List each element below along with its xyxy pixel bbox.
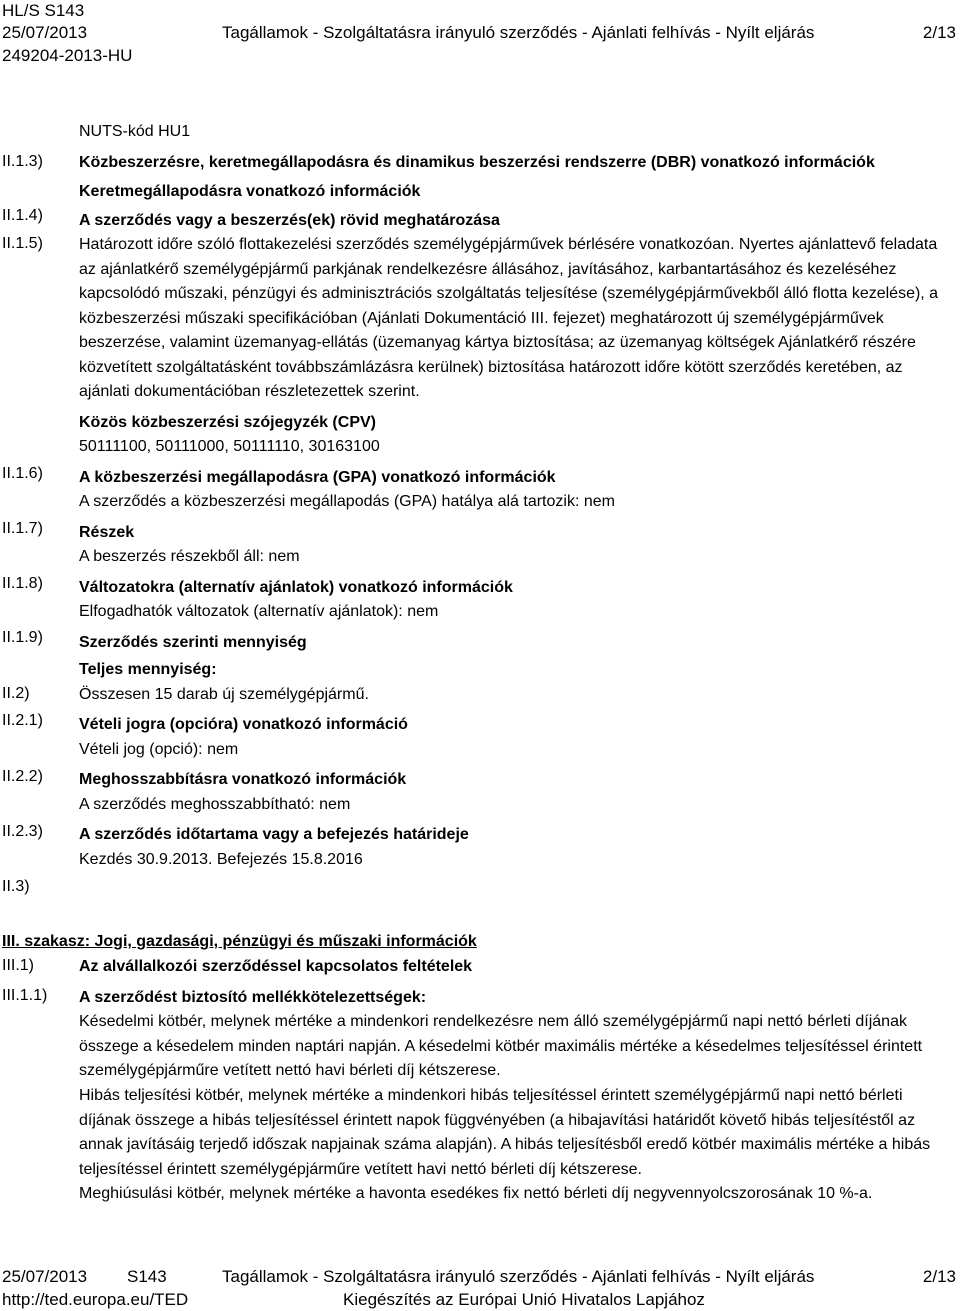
label-II-1-8: II.1.8) xyxy=(2,575,43,592)
options-text: Vételi jog (opció): nem xyxy=(79,740,239,758)
section-III-heading: III. szakasz: Jogi, gazdasági, pénzügyi és műszaki információk xyxy=(2,933,477,950)
footer-date: 25/07/2013 xyxy=(2,1267,88,1286)
short-description-title: A szerződés vagy a beszerzés(ek) rövid meghatározása xyxy=(79,211,500,229)
section-II-content xyxy=(79,120,954,872)
short-description-text: Határozott időre szóló flottakezelési szerződés személygépjárművek bérlésére vonatkozóan. Nyertes ajánlattevő feladata az ajánlatkérő személygépjármű parkjának rendelkezésre állásához, javításához, karbantartásához és kezeléséhez kapcsolódó műszaki, pénzügyi és adminisztrációs szolgáltatás teljesítése (személygépjárművekből álló flotta kezelése), a közbeszerzési műszaki specifikációban (Ajánlati Dokumentáció III. fejezet) meghatározott új személygépjárművek beszerzése, valamint üzemanyag-ellátás (üzemanyag kártya biztosítása; az üzemanyag költségek Ajánlatkérő részére közvetített szolgáltatásként továbbszámlázásra kerülnek) biztosítása határozott időre kötött szerződés keretében, az ajánlati dokumentációban részletezettek szerint. xyxy=(79,236,939,400)
renewal-title: Meghosszabbításra vonatkozó információk xyxy=(79,771,407,788)
nuts-code: NUTS-kód HU1 xyxy=(79,123,191,140)
label-II-2-3: II.2.3) xyxy=(2,823,43,840)
footer-page-number: 2/13 xyxy=(922,1267,956,1286)
gpa-text: A szerződés a közbeszerzési megállapodás (GPA) hatálya alá tartozik: nem xyxy=(79,493,615,510)
lots-title: Részek xyxy=(79,523,135,541)
label-III-1: III.1) xyxy=(2,957,35,974)
total-quantity-text: Összesen 15 darab új személygépjármű. xyxy=(79,685,369,703)
total-quantity-title: Teljes mennyiség: xyxy=(79,661,217,678)
quantity-title: Szerződés szerinti mennyiség xyxy=(79,633,307,651)
header-title: Tagállamok - Szolgáltatásra irányuló szerződés - Ajánlati felhívás - Nyílt eljárás xyxy=(222,23,815,42)
label-II-2-2: II.2.2) xyxy=(2,768,43,785)
framework-title: Keretmegállapodásra vonatkozó információk xyxy=(79,183,421,200)
renewal-text: A szerződés meghosszabbítható: nem xyxy=(79,795,351,813)
label-II-2-1: II.2.1) xyxy=(2,712,43,729)
label-II-1-9: II.1.9) xyxy=(2,629,43,646)
subcontract-title: Az alvállalkozói szerződéssel kapcsolatos feltételek xyxy=(79,958,473,975)
guarantee-paragraph-failure: Meghiúsulási kötbér, melynek mértéke a havonta esedékes fix nettó bérleti díj negyvennyolcszorosának 10 %-a. xyxy=(79,1185,873,1203)
label-III-1-1: III.1.1) xyxy=(2,987,48,1004)
section-III-content xyxy=(79,955,949,1207)
cpv-title: Közös közbeszerzési szójegyzék (CPV) xyxy=(79,413,376,431)
header-date: 25/07/2013 xyxy=(2,23,88,42)
label-II-1-3: II.1.3) xyxy=(2,153,43,170)
variants-text: Elfogadhatók változatok (alternatív ajánlatok): nem xyxy=(79,603,439,620)
guarantee-paragraph-delay: Késedelmi kötbér, melynek mértéke a mindenkori rendelkezésre nem álló személygépjármű napi nettó bérleti díjának összege a késedelem minden naptári napján. A késedelmi kötbér maximális mértéke a késedelmes teljesítéssel érintett személygépjárműre vetített nettó havi bérleti díj kétszerese. xyxy=(79,1013,923,1080)
footer-title: Tagállamok - Szolgáltatásra irányuló szerződés - Ajánlati felhívás - Nyílt eljárás xyxy=(222,1267,815,1286)
label-II-1-6: II.1.6) xyxy=(2,465,43,482)
label-II-2: II.2) xyxy=(2,685,30,702)
duration-title: A szerződés időtartama vagy a befejezés határideje xyxy=(79,826,469,843)
variants-title: Változatokra (alternatív ajánlatok) vonatkozó információk xyxy=(79,578,513,596)
lots-text: A beszerzés részekből áll: nem xyxy=(79,548,300,565)
label-II-3: II.3) xyxy=(2,878,30,895)
cpv-codes: 50111100, 50111000, 50111110, 30163100 xyxy=(79,438,380,455)
gpa-title: A közbeszerzési megállapodásra (GPA) vonatkozó információk xyxy=(79,468,556,486)
header-page-number: 2/13 xyxy=(922,23,956,42)
header-reference: 249204-2013-HU xyxy=(2,46,133,65)
duration-text: Kezdés 30.9.2013. Befejezés 15.8.2016 xyxy=(79,850,363,868)
options-title: Vételi jogra (opcióra) vonatkozó információ xyxy=(79,716,408,733)
guarantee-paragraph-defect: Hibás teljesítési kötbér, melynek mértéke a mindenkori hibás teljesítéssel érintett személygépjármű napi nettó bérleti díjának összege a hibás teljesítéssel érintett napok függvényében (a hibajavítási határidőt követő hibás teljesítéstől az annak javításáig terjedő időszak napjainak száma alapján). A hibás teljesítésből eredő kötbér maximális mértéke a hibás teljesítéssel érintett személygépjárműre vetített havi nettó bérleti díj kétszerese. xyxy=(79,1086,931,1178)
label-II-1-4: II.1.4) xyxy=(2,207,43,224)
footer-supplement: Kiegészítés az Európai Unió Hivatalos Lapjához xyxy=(343,1290,705,1309)
label-II-1-5: II.1.5) xyxy=(2,235,43,252)
footer-code: S143 xyxy=(127,1267,167,1286)
label-II-1-7: II.1.7) xyxy=(2,520,43,537)
doc-code: HL/S S143 xyxy=(2,1,85,20)
footer-url[interactable]: http://ted.europa.eu/TED xyxy=(2,1290,189,1309)
guarantee-title: A szerződést biztosító mellékkötelezettségek: xyxy=(79,988,427,1006)
dbr-title: Közbeszerzésre, keretmegállapodásra és dinamikus beszerzési rendszerre (DBR) vonatkozó információk xyxy=(79,153,875,171)
